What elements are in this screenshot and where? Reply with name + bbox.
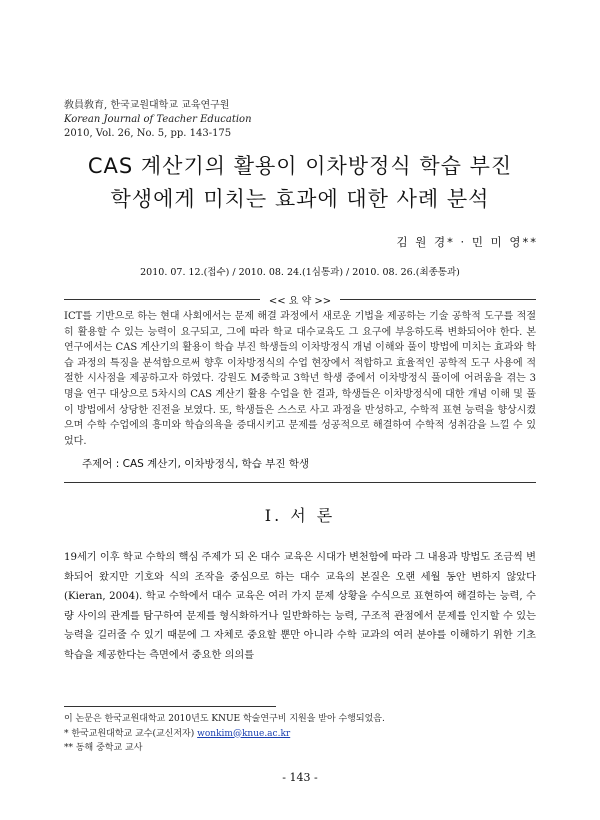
review-dates: 2010. 07. 12.(접수) / 2010. 08. 24.(1심통과) / 2010. 08. 26.(최종통과) [140,267,460,278]
section-body: 19세기 이후 학교 수학의 핵심 주제가 되 온 대수 교육은 시대가 변천함에 따라 그 내용과 방법도 조금씩 변화되어 왔지만 기호와 식의 조작을 중심으로 하는 대수 교육의 본질은 오랜 세월 동안 변하지 않았다(Kieran, 2004). 학교 수학에서 대수 교육은 여러 가지 문제 상황을 수식으로 표현하여 해결하는 능력, 수량 사이의 관계를 탐구하여 문제를 형식화하거나 일반화하는 능력, 구조적 관점에서 문제를 인지할 수 있는 능력을 길러줄 수 있기 때문에 그 자체로 중요할 뿐만 아니라 수학 교과의 여러 분야를 이해하기 위한 기초 학습을 제공한다는 측면에서 중요한 의의를 [64,552,536,661]
footnote-author1 [64,727,385,742]
abstract-rule-right [340,299,536,300]
journal-name-english: Korean Journal of Teacher Education [64,114,252,125]
abstract-text: ICT를 기반으로 하는 현대 사회에서는 문제 해결 과정에서 새로운 기법을 제공하는 기술 공학적 도구를 적절히 활용할 수 있는 능력이 요구되고, 그에 따라 학교 대수교육도 그 요구에 부응하도록 변화되어야 한다. 본 연구에서는 CAS 계산기의 활용이 학습 부진 학생들의 이차방정식 개념 이해와 풀이 방법에 미치는 효과와 학습 과정의 특징을 분석함으로써 향후 이차방정식의 수업 현장에서 적합하고 효율적인 공학적 도구 사용에 적절한 시사점을 제공하고자 하였다. 강원도 M중학교 3학년 학생 중에서 이차방정식 풀이에 어려움을 겪는 3명을 연구 대상으로 5차시의 CAS 계산기 활용 수업을 한 결과, 학생들은 이차방정식에 대한 개념 이해 및 풀이 방법에서 상당한 진전을 보였다. 또, 학생들은 스스로 사고 과정을 반성하고, 수학적 표현 능력을 향상시켰으며 수학 수업에의 흥미와 학습의욕을 증대시키고 문제를 성공적으로 해결하여 수학적 성취감을 느낄 수 있었다. [64,311,536,447]
abstract-label: << 요 약 >> [268,296,332,307]
page-number: - 143 - [282,771,318,784]
keywords-divider [64,482,536,483]
footnote-author1-affiliation: * 한국교원대학교 교수(교신저자) [64,728,195,739]
paper-title-line1: CAS 계산기의 활용이 이차방정식 학습 부진 [87,154,513,178]
keywords: 주제어 : CAS 계산기, 이차방정식, 학습 부진 학생 [82,458,310,470]
abstract-heading [64,293,536,305]
footnote-funding: 이 논문은 한국교원대학교 2010년도 KNUE 학술연구비 지원을 받아 수행되었음. [64,714,385,724]
journal-name-korean: 敎員敎育, 한국교원대학교 교육연구원 [64,100,230,111]
footnotes [64,712,385,756]
journal-volume: 2010, Vol. 26, No. 5, pp. 143-175 [64,128,232,139]
footnote-divider [64,706,276,707]
section-title: Ⅰ. 서 론 [264,506,336,525]
authors: 김 원 경* · 민 미 영** [396,235,538,249]
footnote-author2: ** 동해 중학교 교사 [64,743,143,753]
paper-title-line2: 학생에게 미치는 효과에 대한 사례 분석 [110,187,490,211]
journal-info [64,99,252,141]
author-email-link[interactable]: wonkim@knue.ac.kr [197,728,291,739]
